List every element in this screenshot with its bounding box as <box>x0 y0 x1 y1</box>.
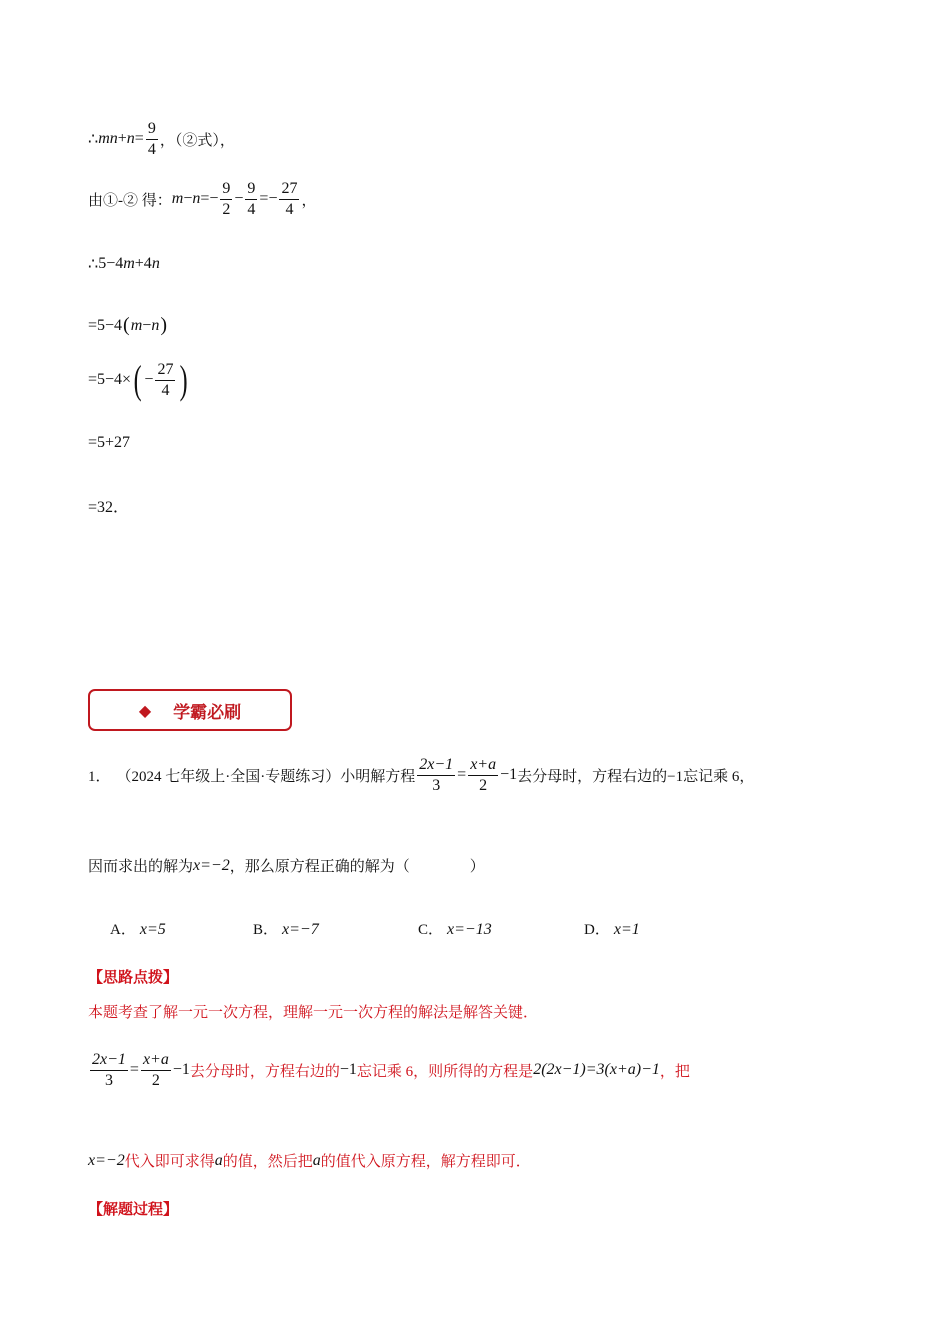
fraction: $\frac{2x-1}{3}$ <box>92 1051 126 1089</box>
fraction: $\frac{27}{4}$ <box>157 360 174 399</box>
derivation-line-7: =32． <box>88 499 130 516</box>
derivation-line-6: =5+27 <box>88 434 131 451</box>
fraction: $\frac{9}{2}$ <box>222 180 231 218</box>
option-c[interactable]: C． x=−13 <box>418 921 492 938</box>
hint-line-3: x=−2 代入即可求得 a 的值，然后把 a 的值代入原方程，解方程即可． <box>88 1151 531 1170</box>
question-1-line-1: 1． （2024 七年级上·全国·专题练习）小明解方程 $\frac{2x-1}{3}$ = $\frac{x+a}{2}$ −1 去分母时，方程右边的−1忘记乘 6， <box>88 756 755 794</box>
fraction: $\frac{2x-1}{3}$ <box>419 756 454 794</box>
therefore-symbol: ∴ <box>88 131 99 149</box>
question-1-line-2: 因而求出的解为 x=−2 ，那么原方程正确的解为（ ） <box>88 856 485 875</box>
solution-header: 【解题过程】 <box>88 1200 179 1218</box>
derivation-line-5: =5−4× ( − $\frac{27}{4}$ ) <box>88 357 189 402</box>
hint-equation-line: $\frac{2x-1}{3}$ = $\frac{x+a}{2}$ −1 去分母时，方程右边的 −1 忘记乘 6，则所得的方程是 2(2x−1)=3(x+a)−1 ，把 <box>92 1051 690 1089</box>
diamond-icon: ◆ <box>138 700 152 720</box>
option-d[interactable]: D． x=1 <box>584 921 640 938</box>
fraction: $\frac{9}{4}$ <box>147 120 156 158</box>
section-badge <box>88 689 292 731</box>
option-b[interactable]: B． x=−7 <box>253 921 319 938</box>
derivation-line-1: ∴ mn + n = $\frac{9}{4}$ ，（②式）， <box>88 120 235 158</box>
derivation-line-2: 由①-② 得： m − n =− $\frac{9}{2}$ − $\frac{9}{4}$ =− $\frac{27}{4}$ ， <box>88 180 317 218</box>
option-a[interactable]: A． x=5 <box>110 921 166 938</box>
hint-header: 【思路点拨】 <box>88 968 179 986</box>
fraction: $\frac{x+a}{2}$ <box>142 1051 169 1089</box>
fraction: $\frac{9}{4}$ <box>247 180 256 218</box>
fraction: $\frac{x+a}{2}$ <box>470 756 497 794</box>
derivation-line-3: ∴ 5−4 m +4 n <box>88 255 160 273</box>
hint-text: 本题考查了解一元一次方程，理解一元一次方程的解法是解答关键． <box>88 1005 539 1021</box>
section-title: 学霸必刷 <box>173 702 242 723</box>
fraction: $\frac{27}{4}$ <box>281 180 298 218</box>
derivation-line-4: =5−4 ( m − n ) <box>88 314 167 336</box>
